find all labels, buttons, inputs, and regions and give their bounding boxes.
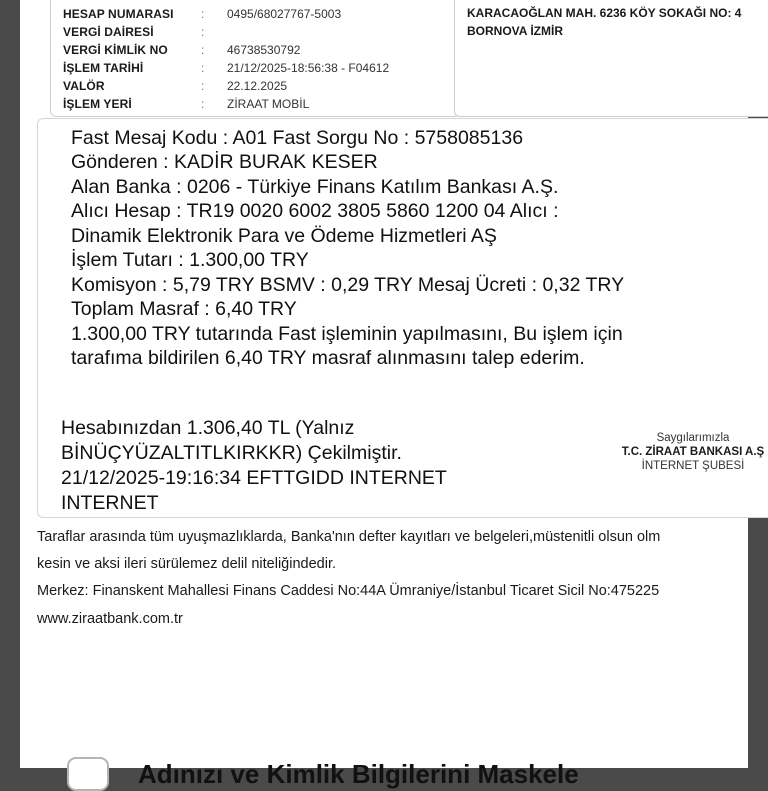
- info-row-transaction-place: [63, 95, 309, 113]
- address-line-1: KARACAOĞLAN MAH. 6236 KÖY SOKAĞI NO: 4: [467, 6, 742, 20]
- address-card: [454, 0, 768, 117]
- message-line: 1.300,00 TRY tutarında Fast işleminin yapılmasını, Bu işlem için: [71, 323, 623, 345]
- info-colon: :: [201, 61, 205, 75]
- info-label: VERGİ KİMLİK NO: [63, 43, 168, 57]
- info-value: 21/12/2025-18:56:38 - F04612: [227, 61, 390, 75]
- info-colon: :: [201, 97, 205, 111]
- message-line: Toplam Masraf : 6,40 TRY: [71, 298, 297, 320]
- withdrawal-line: 21/12/2025-19:16:34 EFTTGIDD INTERNET: [61, 467, 447, 489]
- receipt-page: [20, 0, 765, 789]
- info-value: 22.12.2025: [227, 79, 288, 93]
- message-line: Alıcı Hesap : TR19 0020 6002 3805 5860 1200 04 Alıcı :: [71, 200, 559, 222]
- message-line: tarafıma bildirilen 6,40 TRY masraf alınmasını talep ederim.: [71, 347, 585, 369]
- mask-identity-checkbox[interactable]: [67, 757, 109, 791]
- info-value: ZİRAAT MOBİL: [227, 97, 310, 111]
- fast-message-card: [37, 118, 768, 518]
- signature-greeting: Saygılarımızla: [656, 432, 730, 444]
- message-line: Gönderen : KADİR BURAK KESER: [71, 151, 378, 173]
- info-row-tax-office: [63, 23, 227, 41]
- signature-block: [598, 431, 768, 473]
- sender-info-card: [50, 0, 460, 117]
- info-label: İŞLEM YERİ: [63, 97, 132, 111]
- info-colon: :: [201, 79, 205, 93]
- message-line: İşlem Tutarı : 1.300,00 TRY: [71, 249, 309, 271]
- info-row-value-date: [63, 77, 287, 95]
- message-line: Alan Banka : 0206 - Türkiye Finans Katılım Bankası A.Ş.: [71, 176, 559, 198]
- info-value: 0495/68027767-5003: [227, 7, 342, 21]
- info-label: VERGİ DAİRESİ: [63, 25, 154, 39]
- footer-headquarters: Merkez: Finanskent Mahallesi Finans Caddesi No:44A Ümraniye/İstanbul Ticaret Sicil No:475225: [37, 583, 660, 599]
- message-line: Komisyon : 5,79 TRY BSMV : 0,29 TRY Mesaj Ücreti : 0,32 TRY: [71, 274, 625, 296]
- info-label: HESAP NUMARASI: [63, 7, 174, 21]
- message-line: Dinamik Elektronik Para ve Ödeme Hizmetleri AŞ: [71, 225, 497, 247]
- info-colon: :: [201, 43, 205, 57]
- message-line: Fast Mesaj Kodu : A01 Fast Sorgu No : 5758085136: [71, 127, 524, 149]
- info-row-account-number: [63, 5, 341, 23]
- info-colon: :: [201, 7, 205, 21]
- signature-branch: İNTERNET ŞUBESİ: [641, 460, 745, 472]
- withdrawal-line: BİNÜÇYÜZALTITLKIRKKR) Çekilmiştir.: [61, 442, 402, 464]
- footer-disclaimer-line-2: kesin ve aksi ileri sürülemez delil niteliğindedir.: [37, 556, 336, 572]
- info-label: İŞLEM TARİHİ: [63, 61, 144, 75]
- info-label: VALÖR: [63, 79, 105, 93]
- signature-bank: T.C. ZİRAAT BANKASI A.Ş: [621, 446, 765, 458]
- footer-disclaimer-line-1: Taraflar arasında tüm uyuşmazlıklarda, Banka'nın defter kayıtları ve belgeleri,müstenitli olsun olm: [37, 529, 661, 545]
- info-row-tax-id: [63, 41, 300, 59]
- address-line-2: BORNOVA İZMİR: [467, 24, 563, 38]
- footer-website[interactable]: www.ziraatbank.com.tr: [37, 611, 183, 627]
- mask-identity-label[interactable]: Adınızı ve Kimlik Bilgilerini Maskele: [138, 759, 579, 789]
- info-value: 46738530792: [227, 43, 301, 57]
- withdrawal-line: Hesabınızdan 1.306,40 TL (Yalnız: [61, 417, 355, 439]
- withdrawal-line: INTERNET: [61, 492, 159, 514]
- info-row-transaction-date: [63, 59, 389, 77]
- info-colon: :: [201, 25, 205, 39]
